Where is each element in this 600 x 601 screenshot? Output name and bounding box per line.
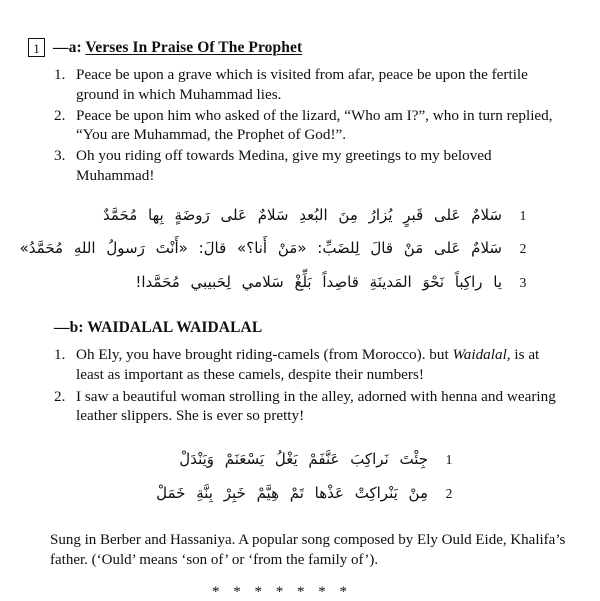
section-a-dash: —a: xyxy=(53,38,82,56)
arabic-line-text: يا راكِباً نَحْوَ المَدينَةِ قاصِداً بَلِّغْ سَلامي لِحَبيبي مُحَمَّدا! xyxy=(135,272,502,291)
arabic-line xyxy=(50,448,566,471)
arabic-line-text: سَلامٌ عَلى مَنْ قالَ لِلضَبِّ: «مَنْ أَنا؟» قالَ: «أَنْتَ رَسولُ اللهِ مُحَمَّدُ» xyxy=(19,239,502,257)
list-item: Oh Ely, you have brought riding-camels (from Morocco). but Waidalal, is at least as important as these camels, despite their numbers! xyxy=(76,346,540,383)
arabic-line xyxy=(19,237,566,260)
arabic-line-index: 1 xyxy=(445,452,453,467)
section-a-heading xyxy=(28,38,566,57)
arabic-line xyxy=(50,482,566,505)
section-b-arabic-block xyxy=(28,448,566,504)
section-b-dash: —b: xyxy=(54,319,84,336)
page-number-box: 1 xyxy=(28,38,45,57)
arabic-line-text: مِنْ يَنْراكِتْ عَذْها تَمْ هِيَّمْ خَبِرْ بِنَّةِ خَمَلْ xyxy=(156,483,428,502)
section-a-title: Verses In Praise Of The Prophet xyxy=(85,38,303,56)
arabic-line-text: سَلامٌ عَلى قَبرٍ يُزارُ مِنَ البُعدِ سَلامٌ عَلى رَوضَةٍ بِها مُحَمَّدٌ xyxy=(103,205,502,224)
section-b-title-line xyxy=(54,319,262,337)
arabic-line-index: 1 xyxy=(519,207,527,223)
footer-note: Sung in Berber and Hassaniya. A popular song composed by Ely Ould Eide, Khalifa’s father. (‘Ould’ means ‘son of’ or ‘from the family of’). xyxy=(50,532,566,569)
arabic-line xyxy=(50,271,566,294)
section-b-verse-list xyxy=(28,345,566,426)
arabic-line-index: 2 xyxy=(445,485,453,501)
list-item: I saw a beautiful woman strolling in the alley, adorned with henna and wearing leather slippers. She is ever so pretty! xyxy=(76,387,556,425)
list-item: Peace be upon him who asked of the lizard, “Who am I?”, who in turn replied, “You are Muhammad, the Prophet of God!”. xyxy=(76,106,553,144)
section-divider-stars: * * * * * * * xyxy=(212,584,352,601)
arabic-line-text: جِئْتَ نَراكِبَ عَنَّفَمْ يَغْلُ يَسْعَنَمْ وَيَنْدَلْ xyxy=(179,450,428,468)
section-a-title-line xyxy=(53,39,302,57)
arabic-line xyxy=(50,204,566,227)
section-a-verse-list xyxy=(28,65,566,186)
section-b-heading xyxy=(54,319,566,337)
section-a-arabic-block xyxy=(19,204,566,294)
list-item: Peace be upon a grave which is visited from afar, peace be upon the fertile ground in which Muhammad lies. xyxy=(76,66,528,103)
arabic-line-index: 2 xyxy=(519,241,527,256)
list-item: Oh you riding off towards Medina, give my greetings to my beloved Muhammad! xyxy=(76,147,492,184)
section-b-title: WAIDALAL WAIDALAL xyxy=(87,319,263,336)
arabic-line-index: 3 xyxy=(519,274,527,290)
